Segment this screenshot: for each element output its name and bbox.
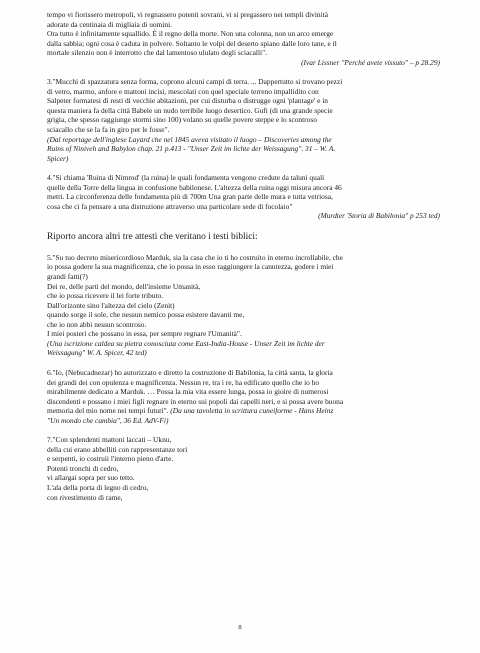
text-line: mirabilmente dedicato a Marduk. … Possa la mia vita essere lunga, possa io gioire di numerosi — [47, 387, 329, 397]
text-line: I miei posteri che possano in essa, per sempre regnare l'Umanità". — [47, 329, 242, 339]
page-content — [47, 10, 440, 502]
passage-layard — [47, 77, 440, 163]
text-line: adorate da centinaia di migliaia di uomini. — [47, 19, 172, 29]
text-line — [47, 406, 440, 416]
citation: (Ivar Lissner "Perché avete vissuto" – p 28.29) — [301, 57, 440, 67]
text-line: tempo vi fiorissero metropoli, vi regnassero potenti sovrani, vi si pregassero nei templi divinità — [47, 10, 328, 19]
text-line: L'ala della porta di legno di cedro, — [47, 482, 149, 492]
text-line: io possa godere la sua magnificenza, che io possa in esso raggiungere la canutezza, godere i miei — [47, 262, 334, 272]
text-line: 4."Si chiama 'Ruina di Nimrod' (la ruina) le quali fondamenta vengono credute da taluni quali — [47, 173, 325, 183]
citation: Spicer) — [47, 153, 69, 163]
text-line: grigia, che spesso raggiunge stormi sino 100) volano su quelle povere steppe e lo scontroso — [47, 115, 317, 125]
text-line: 6."Io, (Nebucadnezar) ho autorizzato e diretto la costruzione di Babilonia, la città santa, la gloria — [47, 367, 333, 377]
text-line: grandi fatti(?) — [47, 272, 88, 282]
text-line: 3."Mucchi di spazzatura senza forma, coprono alcuni campi di terra. ... Dappertutto si trovano pezzi — [47, 77, 343, 87]
text-line: sciacallo che se la fa in giro per le fosse". — [47, 125, 170, 135]
text-line: Potenti tronchi di cedro, — [47, 463, 119, 473]
text-line: dalla sabbia; ogni cosa è caduta in polvere. Soltanto le volpi del deserto spiano dalle loro tane, e il — [47, 38, 337, 48]
citation: (Dal reportage dell'inglese Layard che nel 1845 aveva visitato il luogo – Discoveries among the — [47, 134, 332, 144]
text-line: Salpeter formatesi di resti di vecchie abitazioni, per cui disturba o distrugge ogni 'plantage' e in — [47, 96, 328, 106]
text-line: 7."Con splendenti mattoni laccati – Uknu, — [47, 435, 172, 445]
text-line: che io possa ricevere il lei forte tributo. — [47, 291, 164, 301]
citation: Ruins of Niniveh and Babylon chap. 21 p.413 - "Unser Zeit im lichte der Weissagung". 31 – W. A. — [47, 144, 336, 154]
citation: Weissagung" W. A. Spicer, 42 ted) — [47, 348, 147, 358]
text-line: discendenti e possano i miei figli regnare in eterno sui popoli dai capelli neri, e si possa avere buona — [47, 396, 344, 406]
passage-nimrod — [47, 173, 440, 221]
citation: "Un mondo che cambia", 36 Ed. AdV-Fi) — [47, 415, 169, 425]
text-line: con rivestimento di rame, — [47, 492, 123, 502]
text-line: mortale silenzio non è interrotto che dal lamentoso ululato degli sciacalli". — [47, 48, 267, 58]
citation: (Da una tavoletta in scrittura cuneiforme - Hans Heinz — [168, 406, 334, 416]
citation: (Una iscrizione caldea su pietra conosciuta come East-India-House - Unser Zeit im lichte der — [47, 338, 325, 348]
passage-nebuchadnezzar — [47, 368, 440, 425]
text-line: e serpenti, io costruii l'interno pieno d'arte. — [47, 454, 174, 464]
text-line: della cui erano abbelliti con rappresentanze tori — [47, 444, 188, 454]
page-number: 8 — [238, 624, 242, 631]
citation: (Murdter 'Storia di Babilonia" p 253 ted) — [318, 211, 440, 221]
text-line: che io non abbi nessun scontroso. — [47, 319, 147, 329]
text-line: cosa che ci fa pensare a una distruzione attraverso una particolare sede di focolaio" — [47, 201, 293, 211]
text-line: metri. La circonferenza delle fondamenta più di 700m Una gran parte delle mura e tutta vetriosa, — [47, 192, 333, 202]
text-line: 5."Su tuo decreto misericordioso Marduk, sia la casa che io ti ho costruito in eterno incrollabile, che — [47, 252, 343, 262]
text-line: Ora tutto è infinitamente squallido. È il regno della morte. Non una colonna, non un arco emerge — [47, 29, 334, 39]
section-intro: Riporto ancora altri tre attesti che veritano i testi biblici: — [47, 231, 258, 242]
passage-marduk-inscription — [47, 253, 440, 358]
passage-lissner — [47, 10, 440, 67]
text-line: Dei re, delle parti del mondo, dell'insieme Umanità, — [47, 281, 201, 291]
text-line: vi allargai sopra per suo tetto. — [47, 473, 135, 483]
text-line: dei grandi dei con opulenza e magnificenza. Nessun re, tra i re, ha edificato quello che io ho — [47, 377, 320, 387]
text-line: questa maniera fa della città Babele un nudo terribile luogo desertico. Gufi (di una grande specie — [47, 105, 333, 115]
text-fragment: memoria del mio nome nei tempi futuri". — [47, 406, 169, 416]
text-line: Dall'orizonte sino l'altezza del cielo (Zenit) — [47, 300, 175, 310]
text-line: quando sorge il sole, che nessun nemico possa esistere davanti me, — [47, 310, 245, 320]
text-line: di vetro, marmo, anfore e mattoni incisi, mescolati con quel speciale terreno impallidito con — [47, 86, 319, 96]
text-line: quelle della Torre della lingua in confusione babilonese. L'altezza della ruina oggi misura ancora 46 — [47, 182, 342, 192]
passage-cedar-verse — [47, 435, 440, 502]
